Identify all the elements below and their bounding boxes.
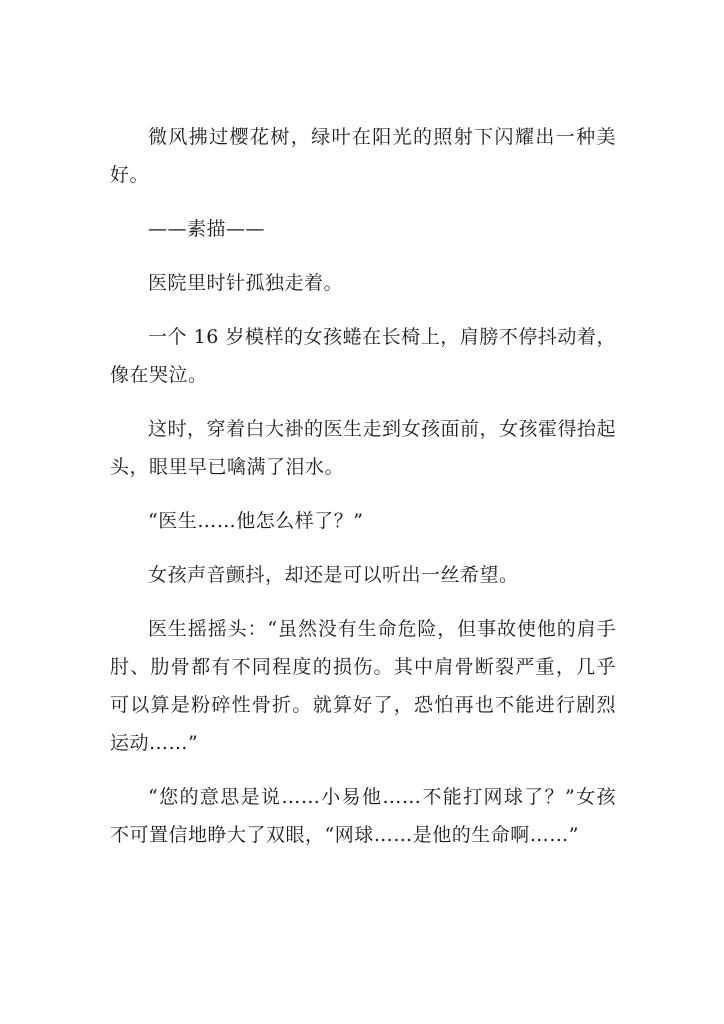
- paragraph: 一个 16 岁模样的女孩蜷在长椅上，肩膀不停抖动着，像在哭泣。: [110, 326, 616, 386]
- dialogue-paragraph: 医生摇摇头：“虽然没有生命危险，但事故使他的肩手肘、肋骨都有不同程度的损伤。其中肩骨断裂严重，几乎可以算是粉碎性骨折。就算好了，恐怕再也不能进行剧烈运动……”: [110, 618, 616, 754]
- paragraph: 医院里时针孤独走着。: [148, 272, 344, 294]
- paragraph: 微风拂过樱花树，绿叶在阳光的照射下闪耀出一种美好。: [110, 126, 616, 186]
- paragraph: 女孩声音颤抖，却还是可以听出一丝希望。: [148, 564, 519, 586]
- document-body: [110, 118, 616, 870]
- dialogue-paragraph: “您的意思是说……小易他……不能打网球了？”女孩不可置信地睁大了双眼，“网球……是他的生命啊……”: [110, 786, 616, 846]
- dialogue-line: “医生……他怎么样了？”: [148, 510, 364, 532]
- paragraph: 这时，穿着白大褂的医生走到女孩面前，女孩霍得抬起头，眼里早已噙满了泪水。: [110, 418, 617, 478]
- section-divider: ——素描——: [148, 218, 266, 240]
